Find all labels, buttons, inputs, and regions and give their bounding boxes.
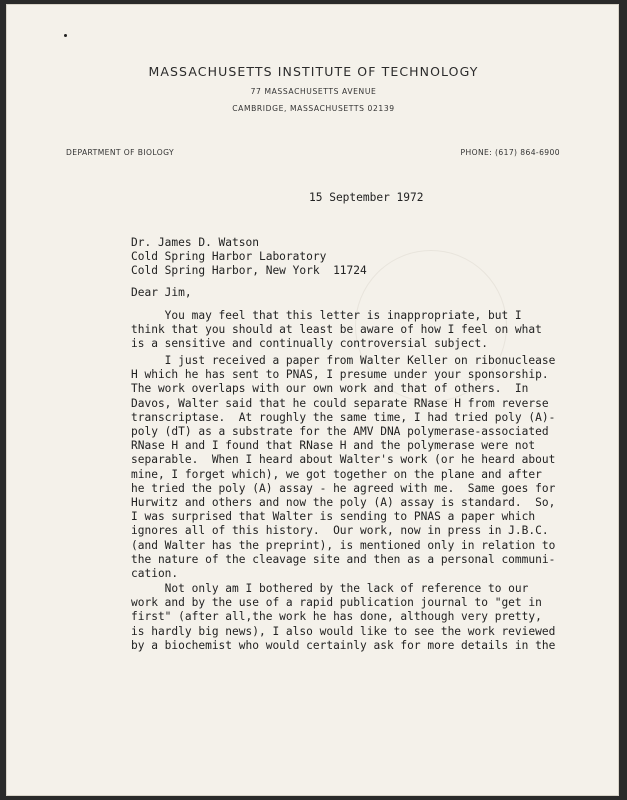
body-paragraph-3: Not only am I bothered by the lack of reference to our work and by the use of a rapid publication journal to "get in first" (after all,the work he has done, although very pretty, is hardly big news), I also would like to see the work reviewed by a biochemist who would certainly ask for more details in the	[131, 582, 556, 652]
letterhead-department: DEPARTMENT OF BIOLOGY	[66, 148, 175, 157]
salutation: Dear Jim,	[131, 286, 192, 299]
letterhead-street: 77 MASSACHUSETTS AVENUE	[250, 87, 377, 96]
recipient-address: Dr. James D. Watson Cold Spring Harbor Laboratory Cold Spring Harbor, New York 11724	[131, 236, 367, 278]
body-paragraph-1: You may feel that this letter is inappropriate, but I think that you should at least be aware of how I feel on what is a sensitive and continually controversial subject.	[131, 309, 542, 351]
body-paragraph-2: I just received a paper from Walter Keller on ribonuclease H which he has sent to PNAS, I presume under your sponsorship. The work overlaps with our own work and that of others. In Davos, Walter said that he could separate RNase H from reverse transcriptase. At roughly the same time, I had tried poly (A)- poly (dT) as a substrate for the AMV DNA polymerase-associated RNase H and I found that RNase H and the polymerase were not separable. When I heard about Walter's work (or he heard about mine, I forget which), we got together on the plane and after he tried the poly (A) assay - he agreed with me. Same goes for Hurwitz and others and now the poly (A) assay is standard. So, I was surprised that Walter is sending to PNAS a paper which ignores all of this history. Our work, now in press in J.B.C. (and Walter has the preprint), is mentioned only in relation to the nature of the cleavage site and then as a personal communi- cation.	[131, 354, 556, 581]
letter-date: 15 September 1972	[309, 191, 424, 204]
letterhead-city: CAMBRIDGE, MASSACHUSETTS 02139	[232, 104, 395, 113]
letterhead-institution: MASSACHUSETTS INSTITUTE OF TECHNOLOGY	[148, 64, 479, 79]
stray-mark	[64, 34, 67, 37]
letterhead-phone: PHONE: (617) 864-6900	[460, 148, 560, 157]
